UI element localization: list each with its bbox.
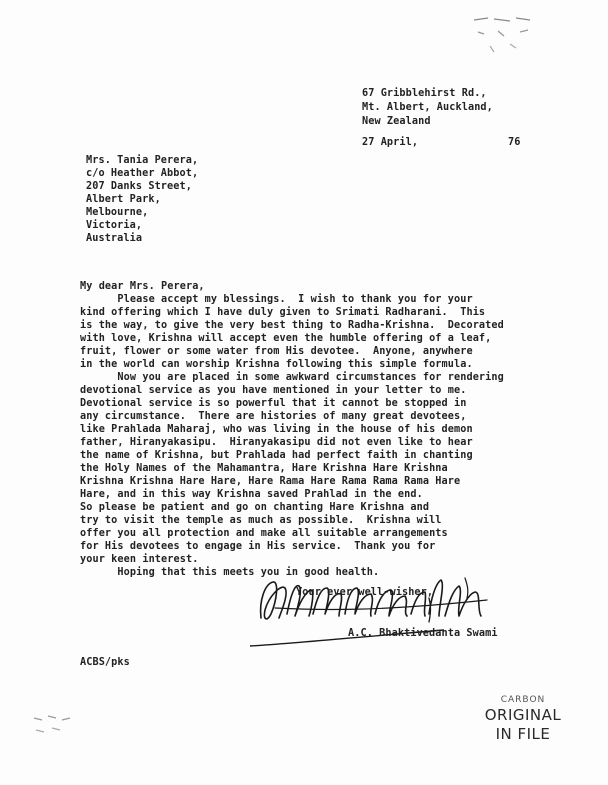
corner-marks-bottom	[30, 710, 80, 738]
stamp-carbon: CARBON	[500, 695, 546, 705]
sender-address-line-2: Mt. Albert, Auckland,	[362, 102, 493, 113]
recipient-country: Australia	[86, 233, 143, 244]
typist-initials: ACBS/pks	[80, 657, 130, 668]
body-line: the Holy Names of the Mahamantra, Hare Krishna Hare Krishna	[80, 463, 448, 474]
body-line: Please accept my blessings. I wish to thank you for your	[80, 294, 473, 305]
body-line: Devotional service is so powerful that it cannot be stopped in	[80, 398, 467, 409]
closing: Your ever well-wisher,	[296, 587, 434, 598]
body-line: try to visit the temple as much as possible. Krishna will	[80, 515, 442, 526]
recipient-city: Melbourne,	[86, 207, 149, 218]
body-line: So please be patient and go on chanting Hare Krishna and	[80, 502, 430, 513]
recipient-street: 207 Danks Street,	[86, 181, 192, 192]
recipient-suburb: Albert Park,	[86, 194, 161, 205]
body-line: is the way, to give the very best thing to Radha-Krishna. Decorated	[80, 320, 504, 331]
body-line: the name of Krishna, but Prahlada had perfect faith in chanting	[80, 450, 473, 461]
stamp-original: ORIGINAL	[484, 706, 562, 724]
stamp-in-file: IN FILE	[495, 725, 551, 743]
letter-date-year: 76	[508, 137, 521, 148]
body-line: fruit, flower or some water from His devotee. Anyone, anywhere	[80, 346, 473, 357]
original-in-file-stamp	[478, 694, 568, 744]
sender-address-line-1: 67 Gribblehirst Rd.,	[362, 88, 487, 99]
body-line: Hare, and in this way Krishna saved Prahlad in the end.	[80, 489, 423, 500]
body-line: your keen interest.	[80, 554, 199, 565]
salutation: My dear Mrs. Perera,	[80, 281, 205, 292]
body-line: like Prahlada Maharaj, who was living in the house of his demon	[80, 424, 473, 435]
sender-address-line-3: New Zealand	[362, 116, 431, 127]
body-line: Hoping that this meets you in good health.	[80, 567, 380, 578]
body-line: with love, Krishna will accept even the humble offering of a leaf,	[80, 333, 492, 344]
recipient-care-of: c/o Heather Abbot,	[86, 168, 199, 179]
body-line: kind offering which I have duly given to Srimati Radharani. This	[80, 307, 486, 318]
body-line: Now you are placed in some awkward circumstances for rendering	[80, 372, 504, 383]
letter-date: 27 April,	[362, 137, 419, 148]
body-line: father, Hiranyakasipu. Hiranyakasipu did not even like to hear	[80, 437, 473, 448]
body-line: any circumstance. There are histories of many great devotees,	[80, 411, 467, 422]
body-line: in the world can worship Krishna following this simple formula.	[80, 359, 473, 370]
recipient-name: Mrs. Tania Perera,	[86, 155, 199, 166]
signatory-name: A.C. Bhaktivedanta Swami	[348, 628, 498, 639]
body-line: for His devotees to engage in His service. Thank you for	[80, 541, 436, 552]
body-line: Krishna Krishna Hare Hare, Hare Rama Hare Rama Rama Rama Hare	[80, 476, 461, 487]
recipient-state: Victoria,	[86, 220, 143, 231]
handwritten-signature	[255, 570, 495, 632]
body-line: offer you all protection and make all suitable arrangements	[80, 528, 448, 539]
body-line: devotional service as you have mentioned in your letter to me.	[80, 385, 467, 396]
corner-marks-top	[470, 12, 540, 60]
